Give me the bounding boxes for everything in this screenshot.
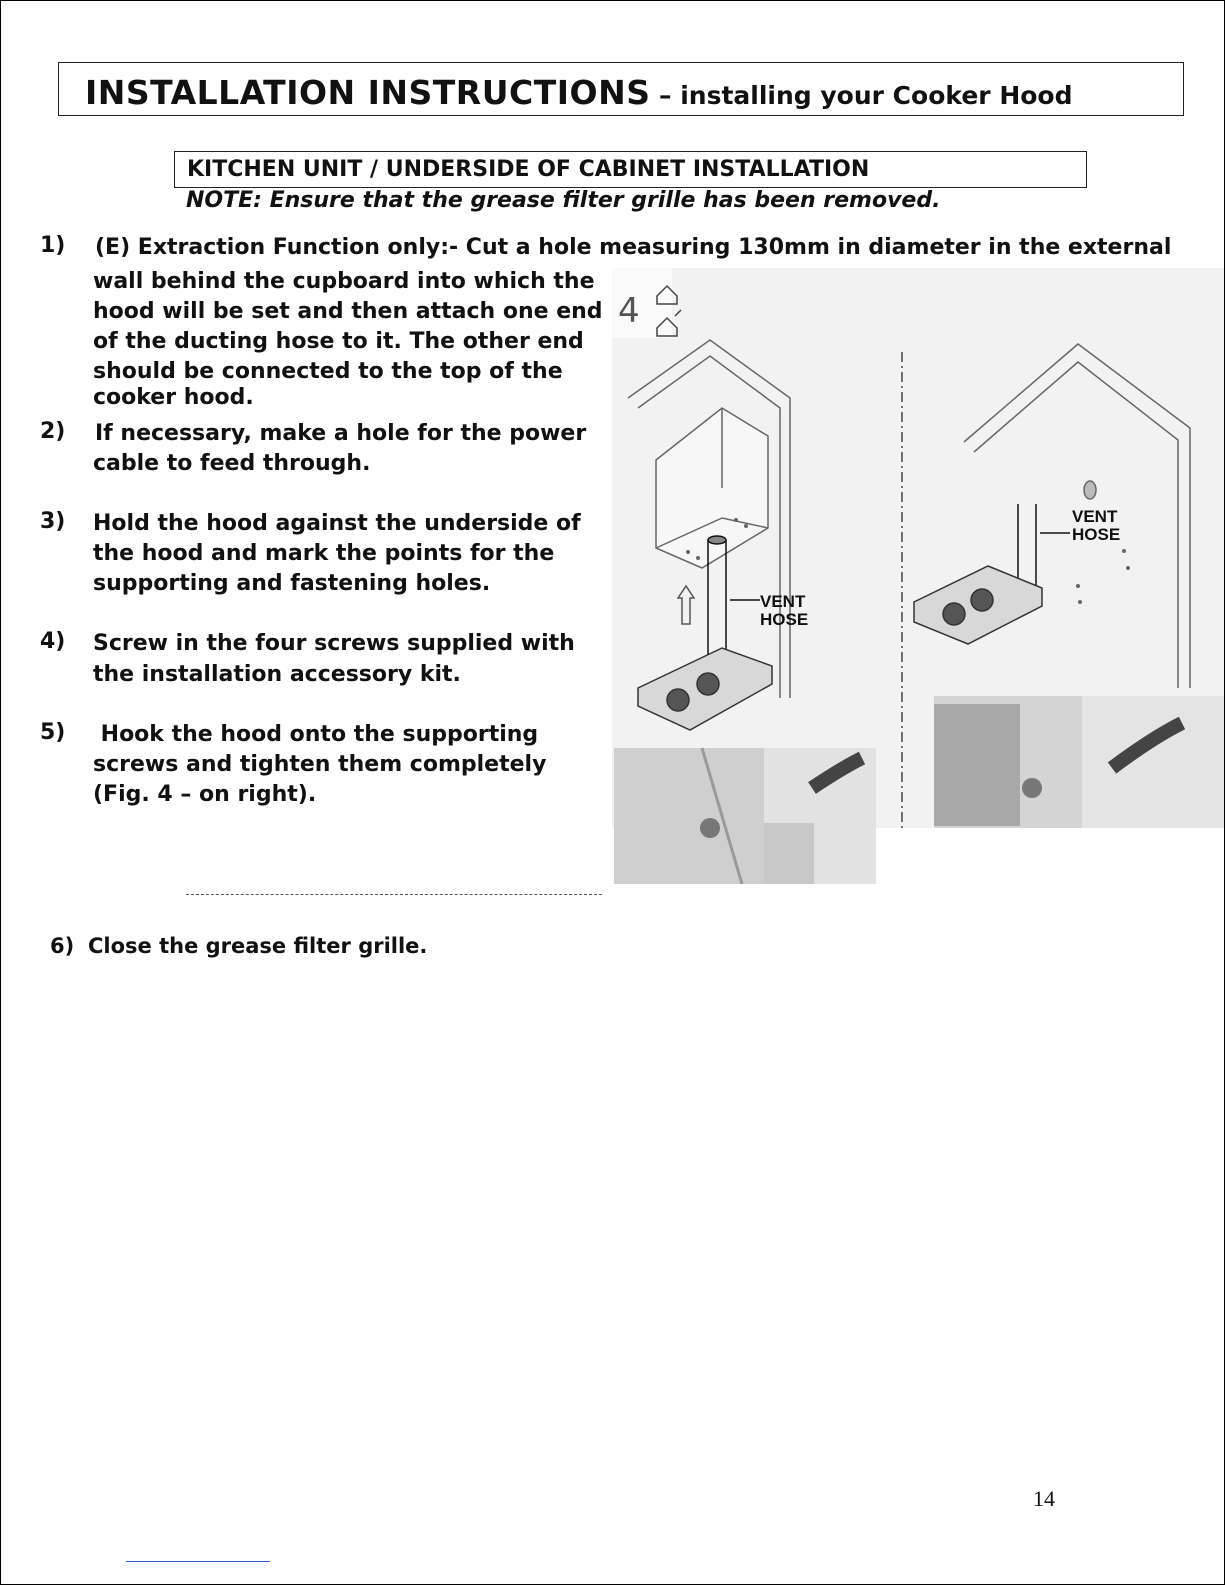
photo-inset-right bbox=[934, 696, 1224, 828]
step-1-line-3: hood will be set and then attach one end bbox=[93, 299, 603, 324]
step-4-number: 4) bbox=[40, 629, 66, 654]
step-3-number: 3) bbox=[40, 509, 66, 534]
divider bbox=[186, 894, 602, 895]
step-5-line-2: screws and tighten them completely bbox=[93, 752, 547, 777]
step-4-line-2: the installation accessory kit. bbox=[93, 662, 461, 687]
footer-link-underline bbox=[126, 1561, 270, 1562]
vent-label-right: VENT bbox=[1072, 507, 1118, 526]
hose-label-left: HOSE bbox=[760, 610, 809, 629]
step-1-line-2: wall behind the cupboard into which the bbox=[93, 269, 595, 294]
step-3-line-2: the hood and mark the points for the bbox=[93, 541, 555, 566]
step-3-line-3: supporting and fastening holes. bbox=[93, 571, 491, 596]
step-3-line-1: Hold the hood against the underside of bbox=[93, 511, 581, 536]
step-1-line-6: cooker hood. bbox=[93, 385, 254, 410]
section-heading: KITCHEN UNIT / UNDERSIDE OF CABINET INSTALLATION bbox=[187, 157, 870, 182]
step-2-line-1: If necessary, make a hole for the power bbox=[95, 421, 587, 446]
step-1-line-5: should be connected to the top of the bbox=[93, 359, 563, 384]
figure-number: 4 bbox=[618, 291, 640, 331]
page-title-box bbox=[58, 62, 1184, 116]
page-number: 14 bbox=[1033, 1486, 1055, 1511]
step-6-text: Close the grease filter grille. bbox=[88, 934, 428, 958]
installation-diagram bbox=[612, 268, 1224, 894]
installation-figure bbox=[612, 268, 1224, 894]
step-1-number: 1) bbox=[40, 233, 66, 258]
step-5-line-3: (Fig. 4 – on right). bbox=[93, 782, 317, 807]
vent-label-left: VENT bbox=[760, 592, 806, 611]
note-text: NOTE: Ensure that the grease filter grille has been removed. bbox=[186, 188, 941, 213]
step-1-line-1: (E) Extraction Function only:- Cut a hole measuring 130mm in diameter in the external bbox=[95, 235, 1172, 260]
page-subtitle: – installing your Cooker Hood bbox=[659, 81, 1073, 110]
step-4-line-1: Screw in the four screws supplied with bbox=[93, 631, 575, 656]
hose-label-right: HOSE bbox=[1072, 525, 1121, 544]
step-2-line-2: cable to feed through. bbox=[93, 451, 371, 476]
step-5-line-1: Hook the hood onto the supporting bbox=[93, 722, 539, 747]
page-title: INSTALLATION INSTRUCTIONS bbox=[85, 73, 651, 112]
step-6-number: 6) bbox=[50, 934, 75, 958]
step-5-number: 5) bbox=[40, 720, 66, 745]
step-2-number: 2) bbox=[40, 419, 66, 444]
photo-inset-left bbox=[614, 748, 876, 884]
section-heading-box bbox=[174, 151, 1087, 188]
step-1-line-4: of the ducting hose to it. The other end bbox=[93, 329, 584, 354]
